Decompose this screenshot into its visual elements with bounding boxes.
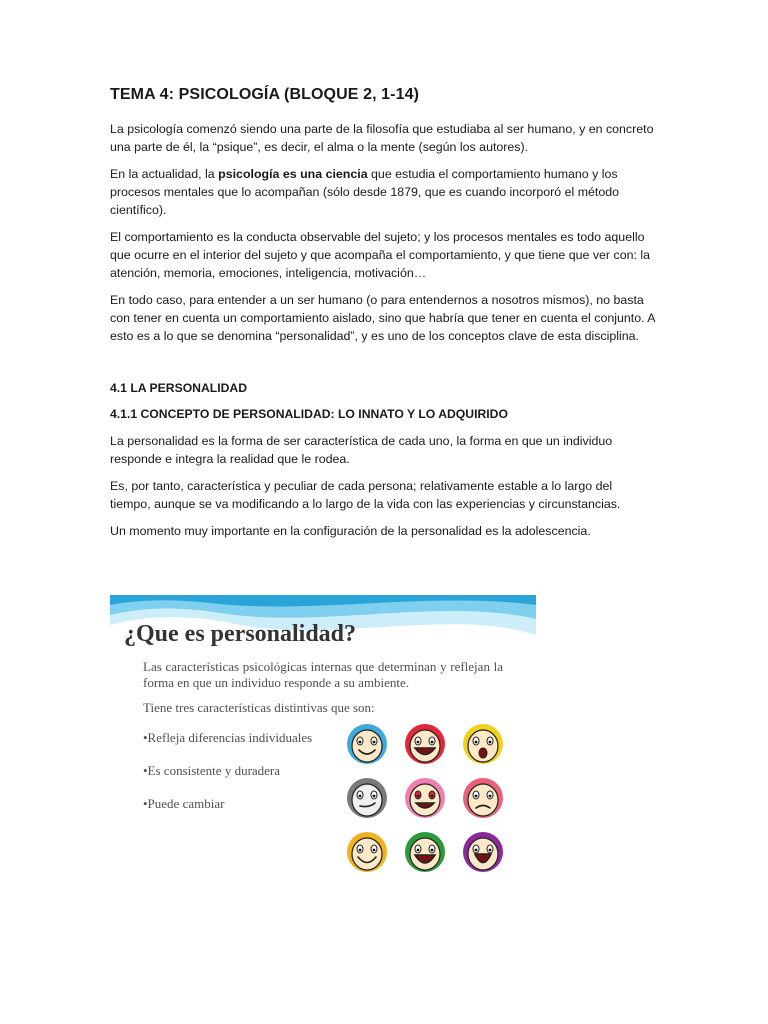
face-laugh-icon <box>403 831 447 875</box>
paragraph-science-before: En la actualidad, la <box>110 167 219 181</box>
subsection-heading: 4.1.1 CONCEPTO DE PERSONALIDAD: LO INNATO Y LO ADQUIRIDO <box>110 407 508 421</box>
paragraph-characteristic: Es, por tanto, característica y peculiar de cada persona; relativamente estable a lo largo del tiempo, aunque se va modificando a lo largo de la vida con las experiencias y circunstancias. <box>110 479 621 511</box>
paragraph-science <box>110 165 655 219</box>
face-worried-icon <box>461 777 505 821</box>
document-content <box>110 86 655 549</box>
paragraph-science-after: que estudia el comportamiento humano y los procesos mentales que lo acompañan (sólo desde 1879, que es cuando incorporó el método científico). <box>110 167 620 217</box>
paragraph-adolescence: Un momento muy importante en la configuración de la personalidad es la adolescencia. <box>110 524 591 538</box>
paragraph-intro: La psicología comenzó siendo una parte de la filosofía que estudiaba al ser humano, y en concreto una parte de él, la “psique”, es decir, el alma o la mente (según los autores). <box>110 122 654 154</box>
slide-title: ¿Que es personalidad? <box>124 621 357 647</box>
slide-intro: Las características psicológicas internas que determinan y reflejan la forma en que un individuo responde a su ambiente. <box>143 659 503 690</box>
face-happy-icon <box>345 831 389 875</box>
section-spacer <box>110 354 655 380</box>
face-surprised-icon <box>461 723 505 767</box>
face-love-icon <box>403 777 447 821</box>
emotion-faces-grid <box>345 723 510 883</box>
face-shout-icon <box>461 831 505 875</box>
paragraph-science-bold: psicología es una ciencia <box>218 167 368 181</box>
slide-bullet-1: •Refleja diferencias individuales <box>143 730 313 745</box>
face-smile-icon <box>345 723 389 767</box>
paragraph-definition: La personalidad es la forma de ser característica de cada uno, la forma en que un individuo responde e integra la realidad que le rodea. <box>110 434 613 466</box>
personality-slide-image <box>110 595 536 897</box>
slide-bullet-2: •Es consistente y duradera <box>143 763 281 778</box>
slide-bullet-3: •Puede cambiar <box>143 796 225 811</box>
section-heading: 4.1 LA PERSONALIDAD <box>110 381 248 395</box>
face-grin-icon <box>403 723 447 767</box>
paragraph-behavior: El comportamiento es la conducta observable del sujeto; y los procesos mentales es todo aquello que ocurre en el interior del sujeto y que acompaña el comportamiento, y que tiene que ver con: la atención, memoria, emociones, inteligencia, motivación… <box>110 230 651 280</box>
slide-subtitle: Tiene tres características distintivas que son: <box>143 700 375 715</box>
paragraph-personality: En todo caso, para entender a un ser humano (o para entendernos a nosotros mismos), no basta con tener en cuenta un comportamiento aislado, sino que habría que tener en cuenta el conjunto. A esto es a lo que se denomina “personalidad”, y es uno de los conceptos clave de esta disciplina. <box>110 293 655 343</box>
page-title: TEMA 4: PSICOLOGÍA (BLOQUE 2, 1-14) <box>110 86 420 103</box>
face-smirk-icon <box>345 777 389 821</box>
